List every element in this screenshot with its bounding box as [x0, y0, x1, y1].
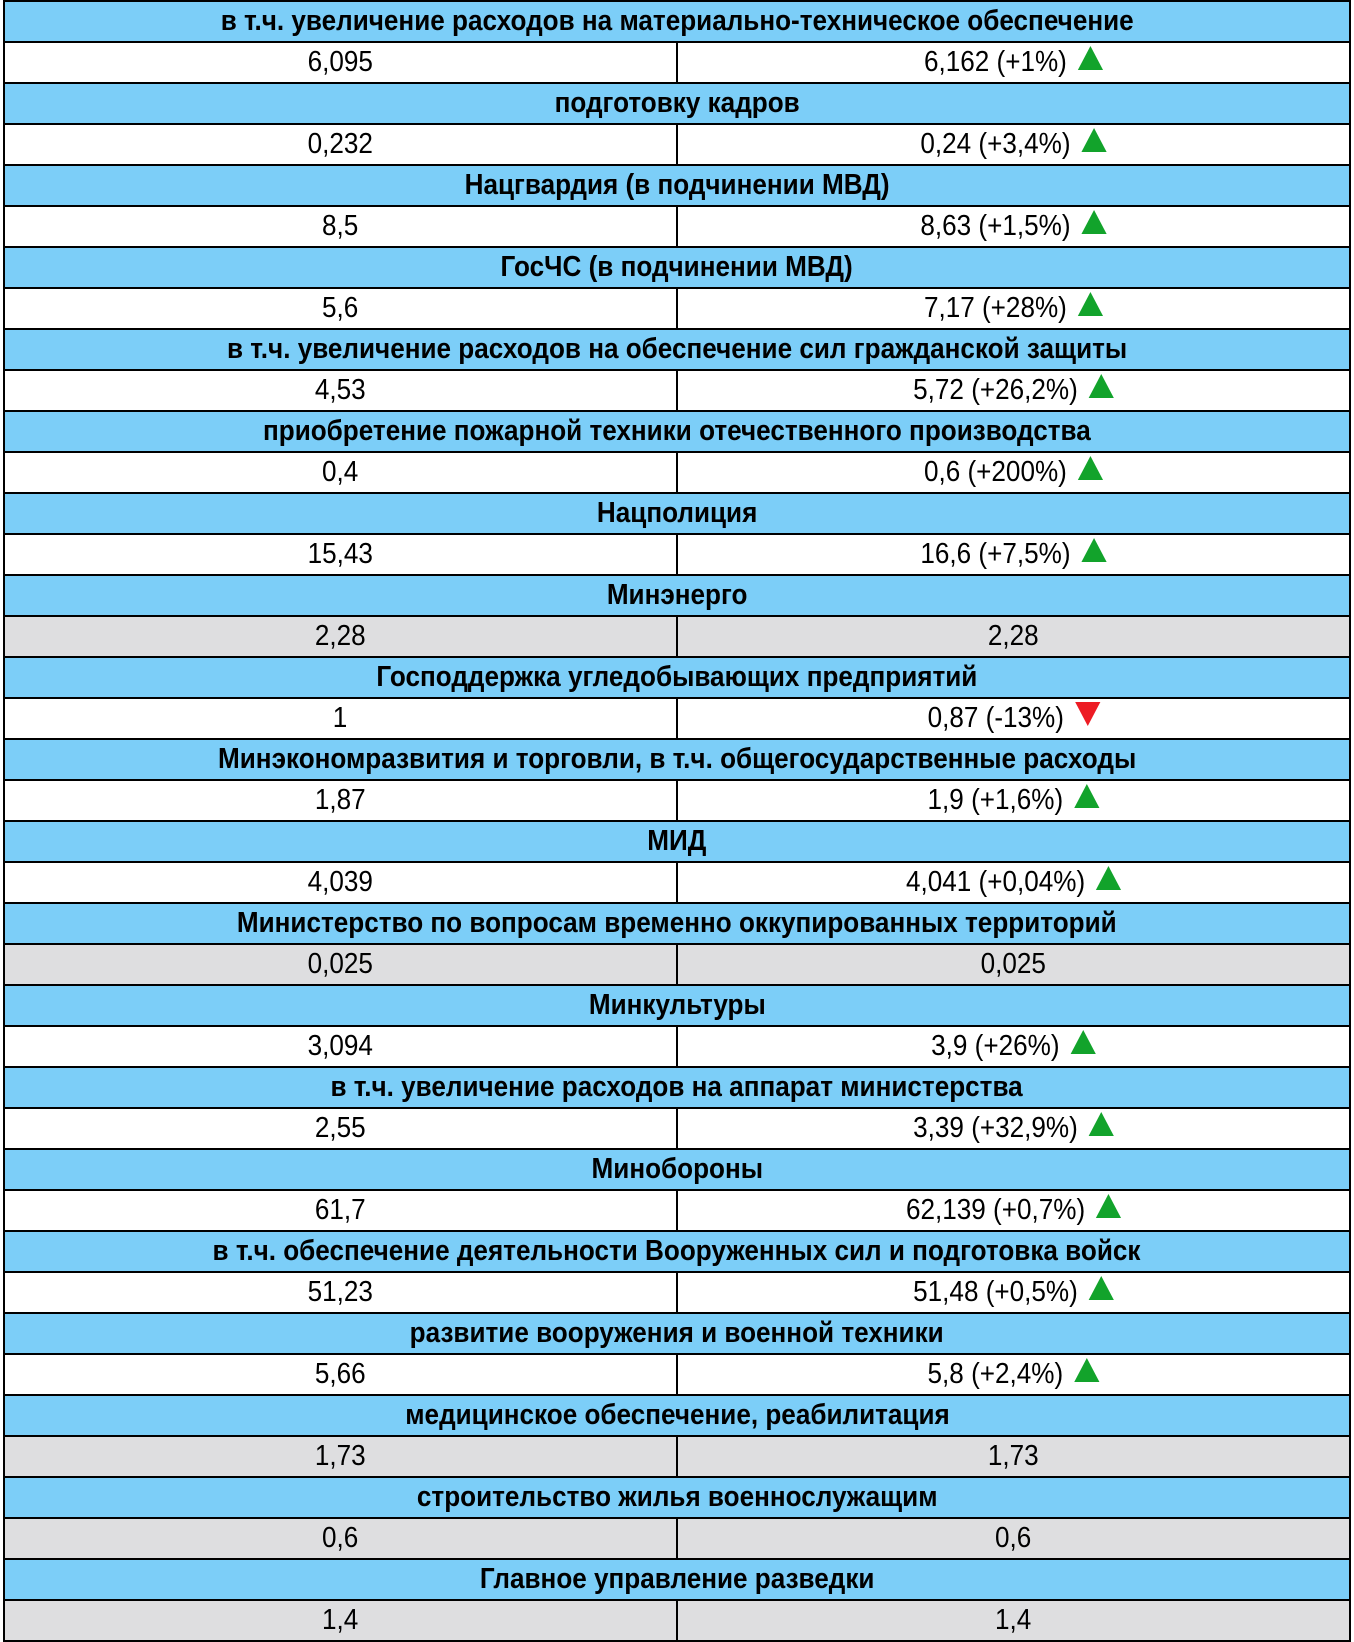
new-value-cell	[677, 1190, 1350, 1231]
category-row	[4, 821, 1350, 862]
trend-triangle-icon	[1081, 210, 1106, 234]
trend-triangle-icon	[1081, 538, 1106, 562]
category-header	[4, 1231, 1350, 1272]
trend-triangle-icon	[1089, 1276, 1114, 1300]
old-value: 6,095	[307, 46, 374, 78]
old-value-cell	[4, 124, 677, 165]
category-label: развитие вооружения и военной техники	[409, 1317, 945, 1349]
old-value: 8,5	[322, 210, 359, 242]
category-row	[4, 1559, 1350, 1600]
old-value: 0,025	[307, 948, 374, 980]
category-label: Господдержка угледобывающих предприятий	[376, 661, 978, 693]
category-row	[4, 1395, 1350, 1436]
category-header	[4, 985, 1350, 1026]
category-row	[4, 739, 1350, 780]
new-value: 0,87 (-13%)	[927, 702, 1064, 734]
old-value-cell	[4, 42, 677, 83]
old-value-cell	[4, 1108, 677, 1149]
category-label: ГосЧС (в подчинении МВД)	[500, 251, 854, 283]
new-value: 5,72 (+26,2%)	[913, 374, 1078, 406]
new-value-cell	[677, 616, 1350, 657]
category-row	[4, 165, 1350, 206]
new-value: 7,17 (+28%)	[924, 292, 1067, 324]
table-row	[4, 206, 1350, 247]
old-value-cell	[4, 698, 677, 739]
trend-triangle-icon	[1074, 784, 1099, 808]
category-header	[4, 821, 1350, 862]
new-value: 51,48 (+0,5%)	[913, 1276, 1078, 1308]
old-value: 51,23	[307, 1276, 374, 1308]
table-row	[4, 1354, 1350, 1395]
old-value-cell	[4, 1272, 677, 1313]
new-value-cell	[677, 698, 1350, 739]
category-row	[4, 1, 1350, 42]
new-value: 3,9 (+26%)	[931, 1030, 1060, 1062]
new-value-cell	[677, 370, 1350, 411]
category-header	[4, 83, 1350, 124]
category-label: Минобороны	[591, 1153, 763, 1185]
trend-triangle-icon	[1089, 374, 1114, 398]
category-header	[4, 739, 1350, 780]
trend-triangle-icon	[1078, 292, 1103, 316]
old-value: 2,28	[315, 620, 366, 652]
category-header	[4, 165, 1350, 206]
new-value: 62,139 (+0,7%)	[905, 1194, 1086, 1226]
new-value: 0,6	[995, 1522, 1032, 1554]
category-header	[4, 1067, 1350, 1108]
old-value: 1,4	[322, 1604, 359, 1636]
old-value-cell	[4, 1518, 677, 1559]
category-row	[4, 657, 1350, 698]
new-value-cell	[677, 862, 1350, 903]
trend-triangle-icon	[1074, 702, 1099, 726]
new-value-cell	[677, 452, 1350, 493]
old-value-cell	[4, 1026, 677, 1067]
new-value-cell	[677, 1518, 1350, 1559]
category-row	[4, 575, 1350, 616]
table-row	[4, 1272, 1350, 1313]
category-row	[4, 1149, 1350, 1190]
new-value-cell	[677, 1272, 1350, 1313]
category-row	[4, 1477, 1350, 1518]
category-label: Минэнерго	[606, 579, 748, 611]
category-row	[4, 329, 1350, 370]
category-label: в т.ч. увеличение расходов на материально-техническое обеспечение	[220, 5, 1134, 37]
old-value: 5,6	[322, 292, 359, 324]
old-value-cell	[4, 1190, 677, 1231]
category-label: в т.ч. обеспечение деятельности Вооруженных сил и подготовка войск	[213, 1235, 1141, 1267]
trend-triangle-icon	[1070, 1030, 1095, 1054]
new-value: 1,4	[995, 1604, 1032, 1636]
new-value: 6,162 (+1%)	[924, 46, 1067, 78]
new-value: 0,025	[980, 948, 1047, 980]
table-row	[4, 534, 1350, 575]
category-header	[4, 329, 1350, 370]
category-row	[4, 985, 1350, 1026]
category-label: Главное управление разведки	[479, 1563, 875, 1595]
category-label: Минкультуры	[588, 989, 766, 1021]
new-value-cell	[677, 124, 1350, 165]
table-row	[4, 1190, 1350, 1231]
new-value: 3,39 (+32,9%)	[913, 1112, 1078, 1144]
old-value: 2,55	[315, 1112, 366, 1144]
category-label: Министерство по вопросам временно оккупированных территорий	[237, 907, 1117, 939]
old-value: 4,039	[307, 866, 374, 898]
table-row	[4, 288, 1350, 329]
old-value-cell	[4, 452, 677, 493]
table-row	[4, 1026, 1350, 1067]
table-row	[4, 1108, 1350, 1149]
category-header	[4, 493, 1350, 534]
category-row	[4, 1313, 1350, 1354]
new-value-cell	[677, 206, 1350, 247]
trend-triangle-icon	[1078, 456, 1103, 480]
old-value: 0,4	[322, 456, 359, 488]
table-row	[4, 452, 1350, 493]
category-header	[4, 1559, 1350, 1600]
new-value: 0,24 (+3,4%)	[920, 128, 1071, 160]
new-value: 5,8 (+2,4%)	[927, 1358, 1064, 1390]
category-row	[4, 247, 1350, 288]
trend-triangle-icon	[1096, 866, 1121, 890]
category-header	[4, 903, 1350, 944]
old-value-cell	[4, 616, 677, 657]
category-label: строительство жилья военнослужащим	[416, 1481, 938, 1513]
table-row	[4, 1518, 1350, 1559]
table-row	[4, 698, 1350, 739]
trend-triangle-icon	[1089, 1112, 1114, 1136]
category-label: Нацполиция	[596, 497, 758, 529]
table-row	[4, 780, 1350, 821]
table-row	[4, 124, 1350, 165]
new-value: 16,6 (+7,5%)	[920, 538, 1071, 570]
old-value-cell	[4, 1436, 677, 1477]
old-value-cell	[4, 780, 677, 821]
old-value-cell	[4, 862, 677, 903]
new-value: 1,73	[988, 1440, 1039, 1472]
old-value-cell	[4, 206, 677, 247]
trend-triangle-icon	[1078, 46, 1103, 70]
trend-triangle-icon	[1081, 128, 1106, 152]
old-value: 1,87	[315, 784, 366, 816]
category-row	[4, 493, 1350, 534]
new-value-cell	[677, 534, 1350, 575]
table-row	[4, 42, 1350, 83]
category-row	[4, 411, 1350, 452]
old-value: 5,66	[315, 1358, 366, 1390]
old-value: 1	[333, 702, 348, 734]
new-value: 0,6 (+200%)	[924, 456, 1067, 488]
old-value: 4,53	[315, 374, 366, 406]
table-row	[4, 862, 1350, 903]
old-value-cell	[4, 944, 677, 985]
category-header	[4, 1395, 1350, 1436]
table-row	[4, 370, 1350, 411]
new-value: 4,041 (+0,04%)	[905, 866, 1086, 898]
category-header	[4, 657, 1350, 698]
new-value-cell	[677, 1354, 1350, 1395]
old-value-cell	[4, 1600, 677, 1641]
new-value: 8,63 (+1,5%)	[920, 210, 1071, 242]
category-label: медицинское обеспечение, реабилитация	[404, 1399, 950, 1431]
category-label: в т.ч. увеличение расходов на обеспечение сил гражданской защиты	[226, 333, 1128, 365]
new-value: 2,28	[988, 620, 1039, 652]
category-row	[4, 83, 1350, 124]
budget-comparison-table	[3, 0, 1351, 1642]
category-header	[4, 1313, 1350, 1354]
old-value: 1,73	[315, 1440, 366, 1472]
new-value-cell	[677, 1436, 1350, 1477]
category-label: Нацгвардия (в подчинении МВД)	[464, 169, 890, 201]
new-value-cell	[677, 42, 1350, 83]
new-value-cell	[677, 1026, 1350, 1067]
category-header	[4, 575, 1350, 616]
category-label: в т.ч. увеличение расходов на аппарат министерства	[330, 1071, 1024, 1103]
new-value-cell	[677, 1600, 1350, 1641]
category-label: подготовку кадров	[554, 87, 800, 119]
old-value: 0,232	[307, 128, 374, 160]
trend-triangle-icon	[1074, 1358, 1099, 1382]
category-row	[4, 1231, 1350, 1272]
category-header	[4, 1149, 1350, 1190]
category-header	[4, 411, 1350, 452]
old-value-cell	[4, 288, 677, 329]
old-value: 61,7	[315, 1194, 366, 1226]
category-label: приобретение пожарной техники отечественного производства	[263, 415, 1091, 447]
category-label: МИД	[647, 825, 707, 857]
new-value-cell	[677, 288, 1350, 329]
old-value: 0,6	[322, 1522, 359, 1554]
table-row	[4, 1436, 1350, 1477]
old-value-cell	[4, 370, 677, 411]
category-row	[4, 903, 1350, 944]
old-value: 15,43	[307, 538, 374, 570]
table-row	[4, 944, 1350, 985]
old-value-cell	[4, 1354, 677, 1395]
new-value-cell	[677, 1108, 1350, 1149]
category-header	[4, 1477, 1350, 1518]
category-header	[4, 247, 1350, 288]
new-value-cell	[677, 944, 1350, 985]
old-value-cell	[4, 534, 677, 575]
new-value: 1,9 (+1,6%)	[927, 784, 1064, 816]
table-row	[4, 1600, 1350, 1641]
category-row	[4, 1067, 1350, 1108]
old-value: 3,094	[307, 1030, 374, 1062]
new-value-cell	[677, 780, 1350, 821]
table-row	[4, 616, 1350, 657]
category-label: Минэкономразвития и торговли, в т.ч. общегосударственные расходы	[217, 743, 1137, 775]
trend-triangle-icon	[1096, 1194, 1121, 1218]
category-header	[4, 1, 1350, 42]
